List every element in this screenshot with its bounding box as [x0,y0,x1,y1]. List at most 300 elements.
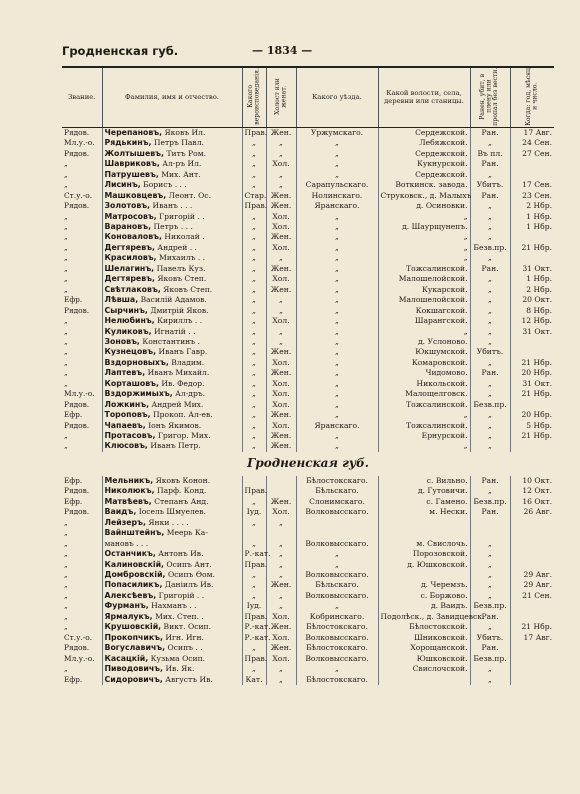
cell-village: Тожсалинской. [378,400,470,410]
cell-uezd: „ [296,316,378,326]
cell-name [102,601,242,611]
cell-name [102,528,242,538]
cell-name [102,549,242,559]
table-row [62,431,554,441]
table-header-row [62,67,554,127]
cell-religion: „ [242,400,266,410]
cell-name [102,486,242,496]
given-name: Осипъ . . [167,643,203,653]
cell-date: 2 Нбр. [510,201,554,211]
cell-village [378,570,470,580]
cell-religion: Прав. [242,201,266,211]
cell-fate: „ [470,379,510,389]
cell-name [102,389,242,399]
surname: Шавриковъ, [104,159,160,169]
surname: Ярмалукъ, [104,611,153,621]
cell-date: 31 Окт. [510,379,554,389]
cell-village: Лебяжской. [378,138,470,148]
cell-religion: Стар. [242,191,266,201]
given-name: Викт. Осип. [163,622,211,632]
cell-rank: Рядов. [64,127,90,137]
cell-uezd: Волковысскаго. [296,654,378,664]
cell-rank: Ефр. [64,496,83,506]
surname: Вогуславичъ, [104,643,166,653]
surname: Куликовъ, [104,326,152,336]
given-name: Осипъ Ант. [166,559,212,569]
cell-religion: „ [242,441,266,451]
cell-date: 20 Окт. [510,295,554,305]
cell-village: Порозовской. [378,549,470,559]
cell-name [102,400,242,410]
cell-rank: „ [64,538,68,548]
table-row [62,528,554,538]
cell-married: Жен. [266,191,296,201]
cell-religion: „ [242,222,266,232]
cell-name [102,379,242,389]
cell-uezd: Бѣльскаго. [296,580,378,590]
cell-name [102,274,242,284]
cell-rank: Ефр. [64,674,83,684]
cell-fate: „ [470,222,510,232]
table-row [62,622,554,632]
given-name: Янки . . . . [148,517,189,527]
cell-religion: Прав. [242,654,266,664]
cell-village: Сердежской. [378,149,470,159]
cell-uezd: Нолинскаго. [296,191,378,201]
cell-uezd: „ [296,212,378,222]
table-row [62,127,554,138]
surname: Фурманъ, [104,601,149,611]
cell-uezd: Бѣлостокскаго. [296,622,378,632]
table-row [62,368,554,378]
cell-fate: „ [470,306,510,316]
cell-date: 12 Нбр. [510,316,554,326]
cell-fate [470,518,510,528]
cell-married: Хол. [266,212,296,222]
cell-name [102,253,242,263]
surname: Лейзеръ, [104,517,146,527]
cell-married: Жен. [266,622,296,632]
surname: Чапаевъ, [104,420,146,430]
cell-village: Ернурской. [378,431,470,441]
cell-uezd: „ [296,379,378,389]
table-row [62,549,554,559]
given-name: Антонъ Ив. [158,549,204,559]
cell-rank: Мл.у.-о. [64,389,95,399]
cell-rank: „ [64,326,68,336]
given-name: Николай . [164,232,205,242]
surname: Черепановъ, [104,127,163,137]
cell-religion: Р.-кат. [242,633,266,643]
table-row [62,243,554,253]
cell-married: „ [266,591,296,601]
cell-rank: „ [64,284,68,294]
table-row [62,232,554,242]
cell-rank: Мл.у.-о. [64,138,95,148]
cell-married: Хол. [266,243,296,253]
cell-religion: „ [242,643,266,653]
cell-uezd: „ [296,138,378,148]
surname: Прокопчикъ, [104,632,163,642]
cell-name [102,327,242,337]
surname: Свѣтлаковъ, [104,284,161,294]
cell-name [102,243,242,253]
cell-date [510,675,554,685]
cell-religion: Прав. [242,486,266,496]
cell-married: „ [266,327,296,337]
cell-married: Хол. [266,274,296,284]
cell-married: Хол. [266,421,296,431]
table-row [62,295,554,305]
cell-name [102,560,242,570]
cell-date: 8 Нбр. [510,306,554,316]
cell-village: Чидомово. [378,368,470,378]
given-name: Мих. Степ. . [155,611,204,621]
cell-date: 27 Сен. [510,149,554,159]
surname: Жолтышевъ, [104,148,165,158]
cell-fate: „ [470,337,510,347]
given-name: Іосель Шмуелев. [138,507,206,517]
cell-name [102,431,242,441]
cell-religion: „ [242,368,266,378]
section-title: Гродненская губ. [247,455,369,470]
cell-religion: Іуд. [242,601,266,611]
cell-religion: Р.-кат. [242,622,266,632]
cell-religion [242,476,266,486]
cell-name [102,539,242,549]
cell-uezd: Слонимскаго. [296,497,378,507]
cell-fate: „ [470,549,510,559]
cell-date [510,643,554,653]
cell-uezd: „ [296,295,378,305]
cell-fate: Ран. [470,368,510,378]
cell-village: д. Осиновки. [378,201,470,211]
col-married: Холост или женат. [266,67,296,127]
cell-uezd: „ [296,560,378,570]
cell-married: „ [266,138,296,148]
given-name: Яковъ Степ. [157,274,207,284]
table-row [62,180,554,190]
cell-married: Хол. [266,358,296,368]
surname: Вайнштейнъ, [104,528,165,538]
given-name: Степанъ Анд. [154,496,209,506]
surname: Коноваловъ, [104,232,162,242]
cell-name [102,212,242,222]
cell-rank: Ефр. [64,410,83,420]
cell-rank: Ст.у.-о. [64,632,93,642]
cell-uezd: Сарапульскаго. [296,180,378,190]
given-name: Андрей . . [157,242,197,252]
cell-fate: „ [470,138,510,148]
cell-religion: „ [242,295,266,305]
cell-name [102,410,242,420]
cell-date: 29 Авг. [510,580,554,590]
cell-religion: „ [242,580,266,590]
cell-rank: „ [64,180,68,190]
cell-name [102,664,242,674]
table-row [62,643,554,653]
given-name: Прокоп. Ал-ев. [153,410,213,420]
surname: Красиловъ, [104,253,157,263]
cell-name [102,358,242,368]
table-row [62,337,554,347]
cell-rank: „ [64,368,68,378]
cell-name [102,285,242,295]
surname: Шелагинъ, [104,263,155,273]
cell-village: Сердежской. [378,170,470,180]
table-row [62,539,554,549]
given-name: Ал-дръ. [175,389,206,399]
cell-uezd: „ [296,400,378,410]
cell-date: 31 Окт. [510,327,554,337]
table-row [62,400,554,410]
table-row [62,476,554,486]
surname: Попасиликъ, [104,580,163,590]
cell-rank: „ [64,357,68,367]
table-row [62,421,554,431]
cell-fate: Безв.пр. [470,497,510,507]
cell-religion: „ [242,159,266,169]
cell-village: „ [378,253,470,263]
cell-fate: „ [470,295,510,305]
surname: Золотовъ, [104,201,151,211]
cell-religion: „ [242,347,266,357]
given-name: Меерь Ка- [166,528,208,538]
cell-married: Жен. [266,285,296,295]
cell-married: Жен. [266,368,296,378]
cell-rank: „ [64,601,68,611]
col-date: Когда: год, мѣсяц и число. [510,67,554,127]
cell-uezd: „ [296,285,378,295]
cell-religion: „ [242,421,266,431]
cell-village: Струковск., д. Малыхъ [378,191,470,201]
cell-date: 21 Нбр. [510,389,554,399]
cell-married: Жен. [266,497,296,507]
cell-fate: „ [470,212,510,222]
cell-uezd: „ [296,347,378,357]
cell-village: „ [378,441,470,451]
cell-date [510,347,554,357]
cell-religion [242,528,266,538]
given-name: Григорій . . [159,211,205,221]
cell-married: Жен. [266,643,296,653]
cell-religion: „ [242,410,266,420]
surname: Дегтяревъ, [104,274,155,284]
cell-rank: Ст.у.-о. [64,190,93,200]
cell-name [102,654,242,664]
cell-village [378,518,470,528]
cell-religion: „ [242,180,266,190]
surname: Домбровскій, [104,570,166,580]
given-name: Кириллъ . . [157,316,203,326]
table-row [62,570,554,580]
cell-date: 1 Нбр. [510,212,554,222]
given-name: Павелъ Куз. [156,263,206,273]
cell-date [510,549,554,559]
province-heading: Гродненская губ. [62,44,179,58]
cell-religion: „ [242,518,266,528]
cell-rank: „ [64,622,68,632]
cell-village: Шниковской. [378,633,470,643]
cell-married [266,528,296,538]
cell-village: д. Черемзъ. [378,580,470,590]
cell-married: „ [266,295,296,305]
cell-date: 26 Авг. [510,507,554,517]
cell-date [510,601,554,611]
table-row [62,580,554,590]
cell-uezd: „ [296,222,378,232]
surname: Кузнецовъ, [104,347,157,357]
given-name: Борисъ . . . [143,180,187,190]
cell-date [510,337,554,347]
cell-village: Никольской. [378,379,470,389]
cell-uezd: „ [296,306,378,316]
cell-village: Кукнурской. [378,159,470,169]
cell-village: с. Боржово. [378,591,470,601]
cell-married: „ [266,560,296,570]
cell-village: м. Нески. [378,507,470,517]
cell-rank: „ [64,169,68,179]
cell-married: „ [266,539,296,549]
cell-married: Хол. [266,389,296,399]
cell-name [102,497,242,507]
cell-rank: „ [64,242,68,252]
cell-date: 17 Сен. [510,180,554,190]
table-row [62,170,554,180]
cell-fate: Убитъ. [470,633,510,643]
cell-name [102,159,242,169]
cell-date [510,159,554,169]
cell-village [378,528,470,538]
cell-rank: „ [64,336,68,346]
given-name: Ал-ръ Ил. [162,159,202,169]
cell-name [102,191,242,201]
cell-date: 2 Нбр. [510,285,554,295]
cell-religion: „ [242,170,266,180]
cell-rank: „ [64,664,68,674]
cell-rank: „ [64,159,68,169]
cell-uezd: „ [296,441,378,451]
surname: Корташовъ, [104,378,159,388]
cell-date [510,253,554,263]
surname: Нелюбинъ, [104,316,155,326]
cell-name [102,347,242,357]
table-row [62,654,554,664]
cell-village: Шарангской. [378,316,470,326]
table-row [62,518,554,528]
cell-date: 16 Окт. [510,497,554,507]
cell-religion: Р.-кат. [242,549,266,559]
cell-name [102,591,242,601]
cell-name [102,337,242,347]
cell-uezd: Кобринскаго. [296,612,378,622]
table-body-a [62,127,554,452]
cell-religion: „ [242,316,266,326]
cell-name [102,180,242,190]
cell-village: д. Услоново. [378,337,470,347]
table-row [62,497,554,507]
cell-rank: „ [64,378,68,388]
cell-married: „ [266,337,296,347]
given-name: Игн. Игн. [165,632,204,642]
surname: Патрушевъ, [104,169,159,179]
table-row [62,664,554,674]
cell-fate: „ [470,285,510,295]
cell-rank: Рядов. [64,399,90,409]
cell-rank: Ефр. [64,475,83,485]
cell-rank: „ [64,570,68,580]
given-name: Владим. [171,357,205,367]
cell-fate: „ [470,591,510,601]
cell-married: „ [266,149,296,159]
cell-uezd [296,518,378,528]
cell-married: Хол. [266,159,296,169]
cell-uezd: Бѣлостокскаго. [296,643,378,653]
cell-married: Хол. [266,507,296,517]
surname: Вздоржимыхъ, [104,389,173,399]
cell-rank: „ [64,611,68,621]
cell-name [102,170,242,180]
cell-religion: „ [242,570,266,580]
cell-religion: „ [242,306,266,316]
cell-fate: Безв.пр. [470,400,510,410]
cell-village: д. Юшковской. [378,560,470,570]
cell-date [510,654,554,664]
given-name: Кузьма Осип. [150,653,206,663]
cell-name [102,643,242,653]
cell-village: Подолѣск., д. Завидцевск. [378,612,470,622]
cell-rank: „ [64,316,68,326]
cell-date: 23 Сен. [510,191,554,201]
cell-rank: Рядов. [64,305,90,315]
surname: Алексѣевъ, [104,590,157,600]
cell-religion: „ [242,274,266,284]
cell-village: Бѣлостокской. [378,622,470,632]
cell-uezd: Бѣлостокскаго. [296,476,378,486]
cell-fate: Ран. [470,159,510,169]
surname: Ложкинъ, [104,399,150,409]
cell-uezd: „ [296,358,378,368]
cell-date [510,528,554,538]
cell-rank: Рядов. [64,643,90,653]
cell-married: Жен. [266,431,296,441]
cell-village: Малошелойской. [378,274,470,284]
cell-date [510,170,554,180]
cell-name [102,633,242,643]
given-name: Иванъ Гавр. [158,347,208,357]
given-name: Игнатій . . [153,326,196,336]
cell-married: Жен. [266,264,296,274]
cell-uezd: „ [296,243,378,253]
cell-fate: „ [470,327,510,337]
table-row [62,410,554,420]
cell-married: Жен. [266,410,296,420]
cell-married: Жен. [266,347,296,357]
cell-rank: „ [64,221,68,231]
cell-name [102,201,242,211]
cell-village: д. Шаурщунепъ. [378,222,470,232]
cell-name [102,507,242,517]
cell-village: Малошелойской. [378,295,470,305]
cell-rank: „ [64,232,68,242]
cell-name [102,622,242,632]
cell-uezd: „ [296,368,378,378]
given-name: Григорій . . [158,590,205,600]
cell-uezd: „ [296,549,378,559]
cell-fate: „ [470,441,510,451]
given-name: мановъ . . . [104,538,149,548]
cell-rank: „ [64,549,68,559]
